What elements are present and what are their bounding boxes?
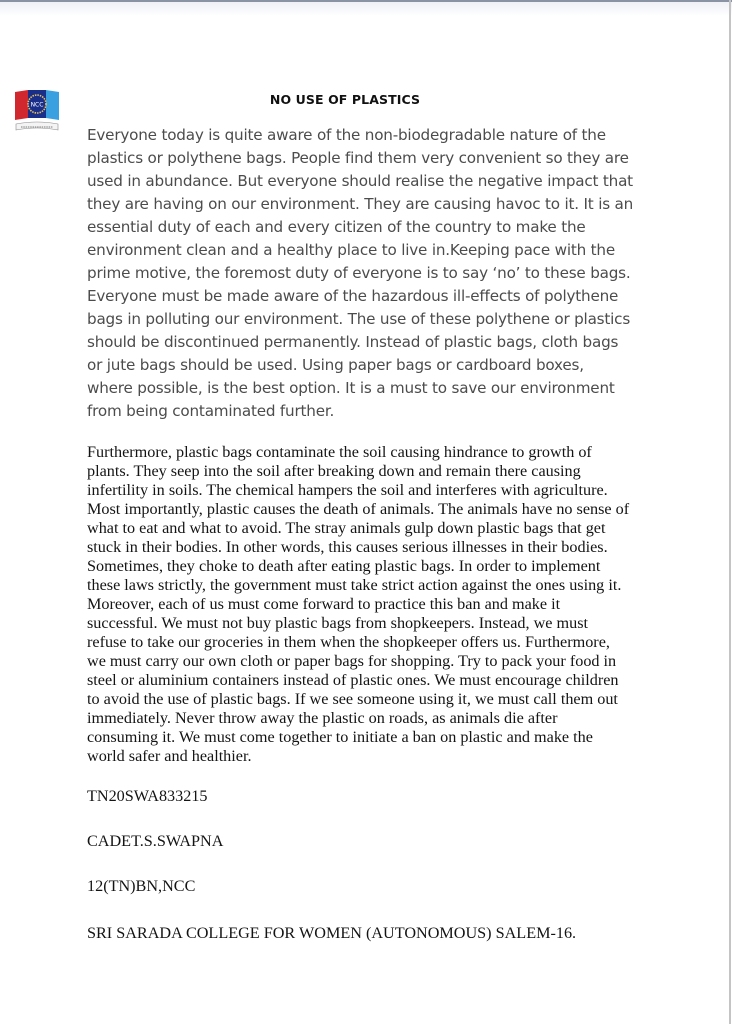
paragraph-line: consuming it. We must come together to initiate a ban on plastic and make the	[87, 728, 593, 746]
paragraph-line: Most importantly, plastic causes the death of animals. The animals have no sense of	[87, 500, 630, 518]
paragraph-line: to avoid the use of plastic bags. If we see someone using it, we must call them out	[87, 690, 618, 708]
paragraph-line: bags in polluting our environment. The use of these polythene or plastics	[87, 310, 631, 328]
body-paragraph	[87, 443, 667, 766]
page-title: NO USE OF PLASTICS	[269, 92, 421, 107]
paragraph-line: where possible, is the best option. It is a must to save our environment	[87, 379, 615, 397]
page-right-edge	[729, 0, 731, 1024]
paragraph-line: they are having on our environment. They are causing havoc to it. It is an	[87, 195, 634, 213]
paragraph-line: steel or aluminium containers instead of plastic ones. We must encourage children	[87, 671, 619, 689]
paragraph-line: environment clean and a healthy place to live in.Keeping pace with the	[87, 241, 615, 259]
paragraph-line: or jute bags should be used. Using paper bags or cardboard boxes,	[87, 356, 584, 374]
paragraph-line: Furthermore, plastic bags contaminate the soil causing hindrance to growth of	[87, 443, 592, 461]
paragraph-line: stuck in their bodies. In other words, this causes serious illnesses in their bodies.	[87, 538, 608, 556]
college-name: SRI SARADA COLLEGE FOR WOMEN (AUTONOMOUS) SALEM-16.	[87, 924, 577, 942]
paragraph-line: should be discontinued permanently. Instead of plastic bags, cloth bags	[87, 333, 619, 351]
paragraph-line: from being contaminated further.	[87, 402, 335, 420]
paragraph-line: Everyone must be made aware of the hazardous ill-effects of polythene	[87, 287, 619, 305]
svg-text:NCC: NCC	[30, 101, 44, 109]
cadet-unit: 12(TN)BN,NCC	[87, 877, 196, 895]
cadet-id: TN20SWA833215	[87, 787, 208, 805]
paragraph-line: essential duty of each and every citizen of the country to make the	[87, 218, 586, 236]
paragraph-line: what to eat and what to avoid. The stray animals gulp down plastic bags that get	[87, 519, 606, 537]
paragraph-line: plastics or polythene bags. People find them very convenient so they are	[87, 149, 629, 167]
paragraph-line: these laws strictly, the government must take strict action against the ones using it.	[87, 576, 622, 594]
cadet-name: CADET.S.SWAPNA	[87, 832, 224, 850]
paragraph-line: used in abundance. But everyone should realise the negative impact that	[87, 172, 633, 190]
paragraph-line: refuse to take our groceries in them when the shopkeeper offers us. Furthermore,	[87, 633, 610, 651]
paragraph-line: world safer and healthier.	[87, 747, 252, 765]
paragraph-line: Moreover, each of us must come forward to practice this ban and make it	[87, 595, 561, 613]
paragraph-line: Sometimes, they choke to death after eating plastic bags. In order to implement	[87, 557, 601, 575]
paragraph-line: Everyone today is quite aware of the non-biodegradable nature of the	[87, 126, 606, 144]
paragraph-line: we must carry our own cloth or paper bags for shopping. Try to pack your food in	[87, 652, 617, 670]
paragraph-line: successful. We must not buy plastic bags from shopkeepers. Instead, we must	[87, 614, 589, 632]
paragraph-line: immediately. Never throw away the plastic on roads, as animals die after	[87, 709, 558, 727]
intro-paragraph	[87, 124, 647, 423]
paragraph-line: plants. They seep into the soil after breaking down and remain there causing	[87, 462, 581, 480]
paragraph-line: infertility in soils. The chemical hampers the soil and interferes with agriculture.	[87, 481, 608, 499]
window-top-shade	[0, 2, 732, 16]
paragraph-line: prime motive, the foremost duty of everyone is to say ‘no’ to these bags.	[87, 264, 631, 282]
